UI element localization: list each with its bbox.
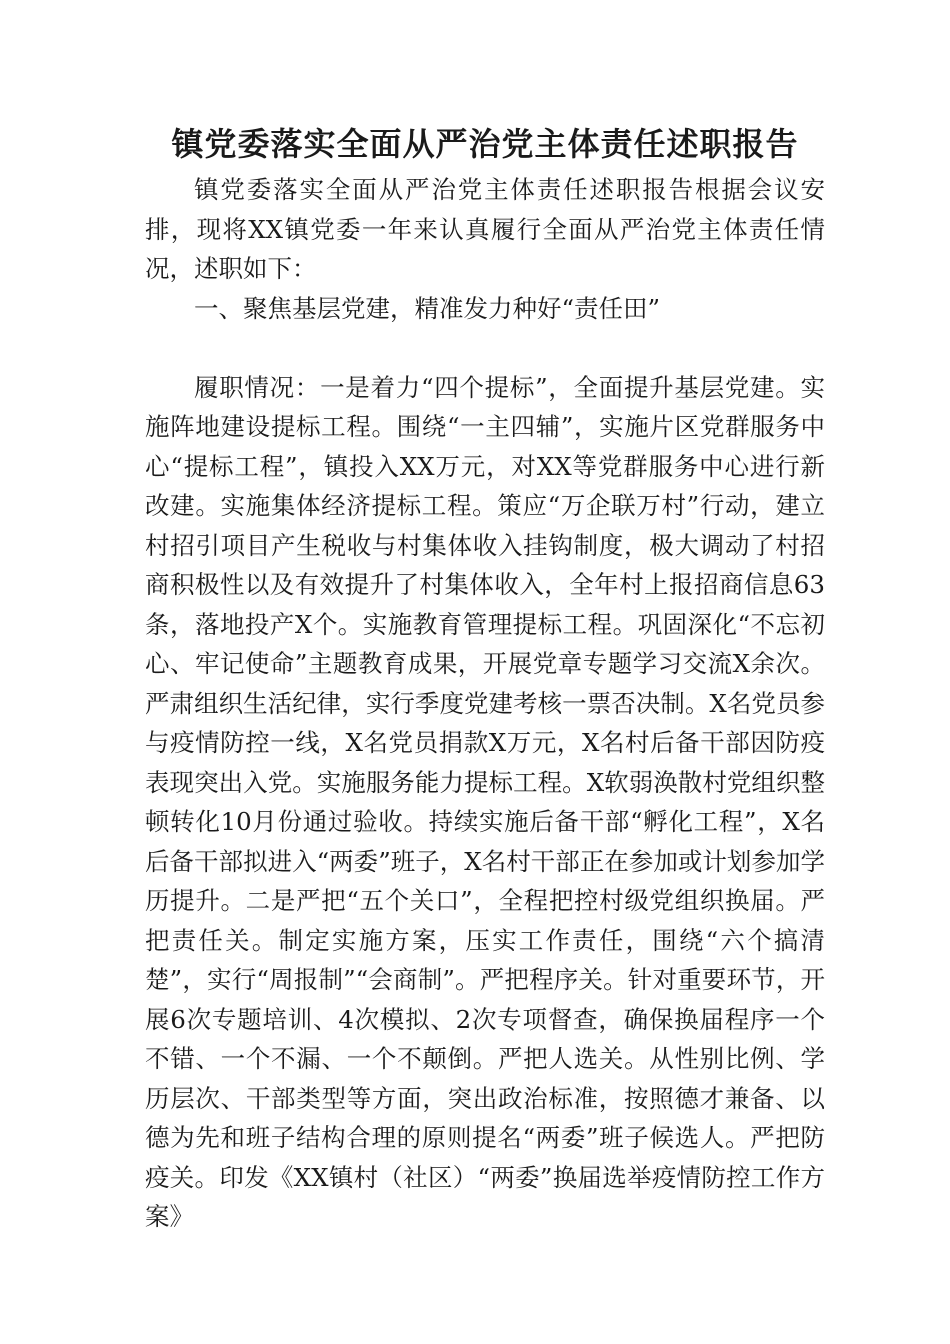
blank-line bbox=[145, 328, 825, 368]
intro-paragraph: 镇党委落实全面从严治党主体责任述职报告根据会议安排，现将XX镇党委一年来认真履行全面从严治党主体责任情况，述职如下： bbox=[145, 175, 825, 283]
document-title: 镇党委落实全面从严治党主体责任述职报告 bbox=[171, 125, 799, 163]
section-body-paragraph: 履职情况：一是着力“四个提标”，全面提升基层党建。实施阵地建设提标工程。围绕“一主四辅”，实施片区党群服务中心“提标工程”，镇投入XX万元，对XX等党群服务中心进行新改建。实施集体经济提标工程。策应“万企联万村”行动，建立村招引项目产生税收与村集体收入挂钩制度，极大调动了村招商积极性以及有效提升了村集体收入，全年村上报招商信息63条，落地投产X个。实施教育管理提标工程。巩固深化“不忘初心、牢记使命”主题教育成果，开展党章专题学习交流X余次。严肃组织生活纪律，实行季度党建考核一票否决制。X名党员参与疫情防控一线，X名党员捐款X万元，X名村后备干部因防疫表现突出入党。实施服务能力提标工程。X软弱涣散村党组织整顿转化10月份通过验收。持续实施后备干部“孵化工程”，X名后备干部拟进入“两委”班子，X名村干部正在参加或计划参加学历提升。二是严把“五个关口”，全程把控村级党组织换届。严把责任关。制定实施方案，压实工作责任，围绕“六个搞清楚”，实行“周报制”“会商制”。严把程序关。针对重要环节，开展6次专题培训、4次模拟、2次专项督查，确保换届程序一个不错、一个不漏、一个不颠倒。严把人选关。从性别比例、学历层次、干部类型等方面，突出政治标准，按照德才兼备、以德为先和班子结构合理的原则提名“两委”班子候选人。严把防疫关。印发《XX镇村（社区）“两委”换届选举疫情防控工作方案》 bbox=[145, 372, 825, 1231]
section-heading: 一、聚焦基层党建，精准发力种好“责任田” bbox=[194, 293, 661, 323]
document-content bbox=[145, 118, 825, 1237]
